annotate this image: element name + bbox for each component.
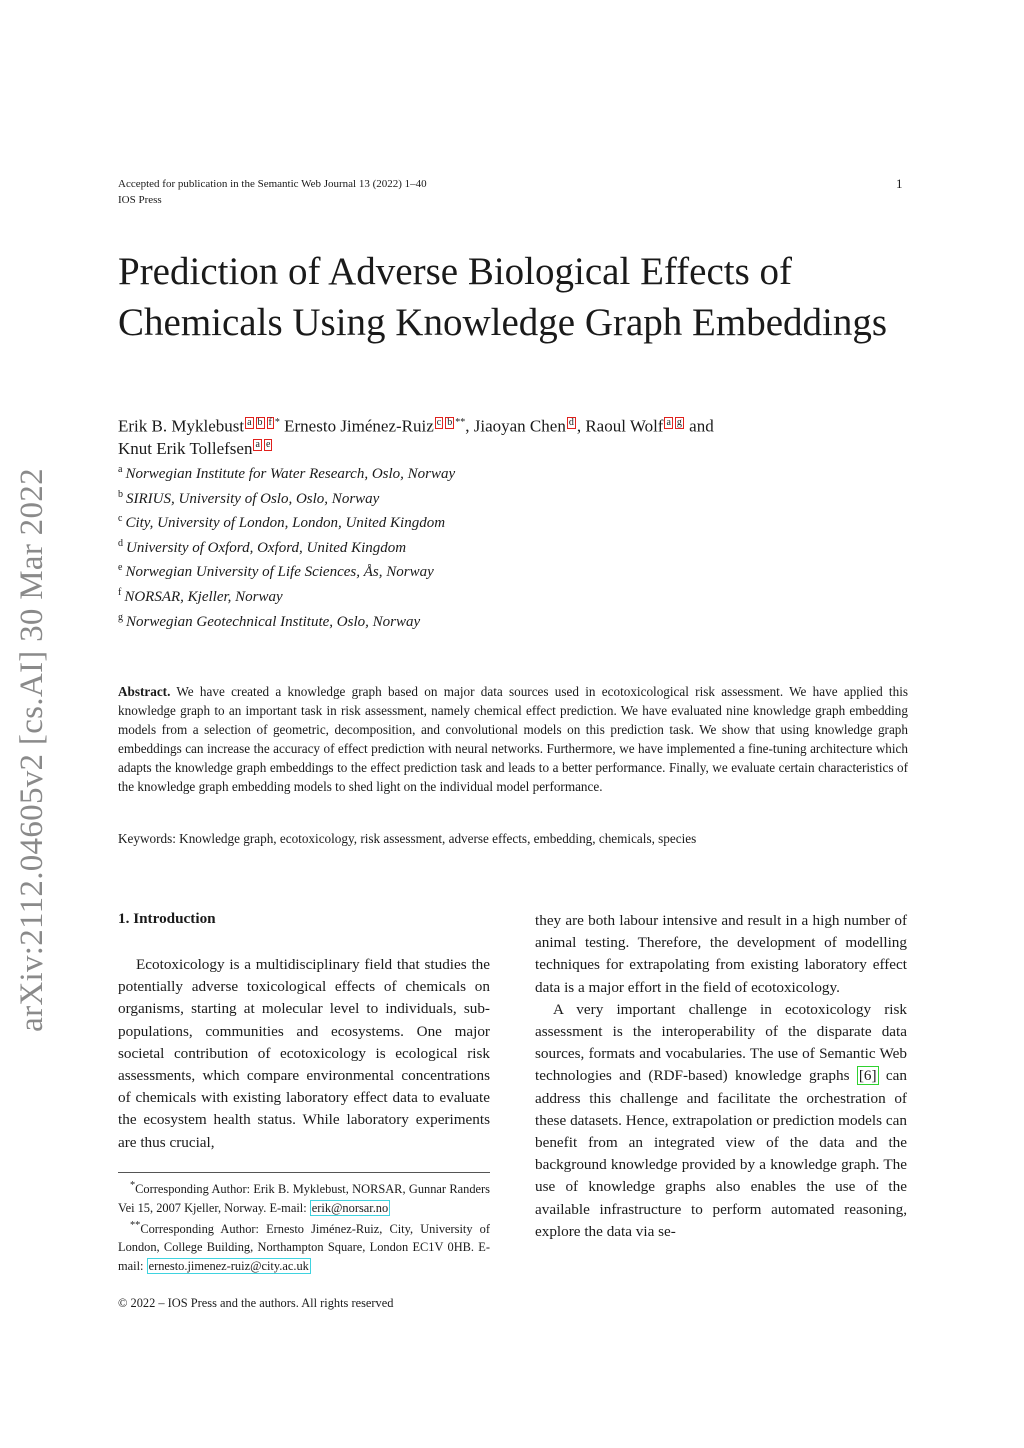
affiliation-link[interactable]: c [436,417,442,428]
footnote-rule [118,1172,490,1173]
affiliation-list [118,460,455,632]
affiliation-key: a [118,464,123,475]
affiliation-item [118,509,455,534]
column-left [118,954,490,1154]
abstract-label: Abstract. [118,684,171,699]
affiliation-link[interactable]: e [265,439,271,450]
para2-text-a: A very important challenge in ecotoxicology risk assessment is the interoperability of the disparate data sources, formats and vocabularies. The use of Semantic Web technologies and (RDF-based) knowledge graphs [535,1000,907,1085]
affiliation-key: c [118,513,123,525]
footnote-1 [118,1177,490,1217]
affiliation-item [118,558,455,583]
affiliation-text: NORSAR, Kjeller, Norway [124,588,283,605]
author-separator: , [576,416,586,436]
footnote-2-mark: ** [130,1219,141,1231]
author-separator: , [465,416,474,436]
author-name: Raoul Wolf [585,416,664,436]
author-name: Knut Erik Tollefsen [118,438,253,458]
running-header [118,176,427,208]
footnote-2 [118,1217,490,1275]
footnote-1-text: Corresponding Author: Erik B. Myklebust, NORSAR, Gunnar Randers Vei 15, 2007 Kjeller, Norway. E-mail: [118,1182,490,1215]
copyright: © 2022 – IOS Press and the authors. All rights reserved [118,1296,394,1310]
footnotes [118,1177,490,1275]
journal-line: Accepted for publication in the Semantic Web Journal 13 (2022) 1–40 [118,178,427,190]
affiliation-link[interactable]: a [666,417,671,428]
author-list [118,412,908,460]
affiliation-link[interactable]: b [257,417,263,428]
abstract-text: We have created a knowledge graph based on major data sources used in ecotoxicological risk assessment. We have applied this knowledge graph to an important task in risk assessment, namely chemical effect prediction. We have evaluated nine knowledge graph embedding models from a selection of geometric, decomposition, and convolutional models on this prediction task. We show that using knowledge graph embeddings can increase the accuracy of effect prediction with neural networks. Furthermore, we have implemented a fine-tuning architecture which adapts the knowledge graph embeddings to the effect prediction task and leads to a better performance. Finally, we evaluate certain characteristics of the knowledge graph embedding models to shed light on the individual model performance. [118,684,908,794]
affiliation-key: g [118,611,123,623]
email-link-myklebust[interactable]: erik@norsar.no [311,1200,389,1215]
affiliation-text: SIRIUS, University of Oslo, Oslo, Norway [126,490,380,507]
affiliation-key: b [118,488,123,500]
affiliation-text: City, University of London, London, United Kingdom [125,515,446,532]
page-number: 1 [896,176,903,191]
affiliation-item [118,460,455,485]
affiliation-key: f [118,586,122,598]
section-heading: 1. Introduction [118,910,216,927]
author-name: Erik B. Myklebust [118,416,245,436]
intro-paragraph-1-continued: they are both labour intensive and result in a high number of animal testing. Therefore, the development of modelling techniques for extrapolating from existing laboratory effect data is a major effort in the field of ecotoxicology. [535,912,907,996]
affiliation-text: Norwegian University of Life Sciences, Ås, Norway [125,564,434,581]
author-separator: and [684,416,714,436]
column-right [535,910,907,1243]
affiliation-link[interactable]: a [255,439,260,450]
para2-text-b: can address this challenge and facilitate the orchestration of these datasets. Hence, extrapolation or prediction models can benefit from an integrated view of the data and the background knowledge provided by a knowledge graph. The use of knowledge graphs also enables the use of the available infrastructure to perform automated reasoning, explore the data via se- [535,1067,908,1240]
affiliation-link[interactable]: b [447,417,453,428]
citation-link[interactable]: [6] [858,1067,877,1085]
affiliation-link[interactable]: a [247,417,252,428]
corresponding-mark: * [274,417,280,428]
footnote-1-mark: * [130,1180,136,1191]
affiliation-text: Norwegian Institute for Water Research, Oslo, Norway [125,466,456,482]
affiliation-item [118,583,455,608]
corresponding-mark: ** [455,417,466,428]
affiliation-key: d [118,537,123,549]
paper-title: Prediction of Adverse Biological Effects of Chemicals Using Knowledge Graph Embeddings [118,250,888,344]
affiliation-link[interactable]: f [268,417,272,428]
affiliation-text: University of Oxford, Oxford, United Kingdom [126,539,407,556]
affiliation-text: Norwegian Geotechnical Institute, Oslo, Norway [126,613,421,630]
arxiv-stamp: arXiv:2112.04605v2 [cs.AI] 30 Mar 2022 [14,468,50,1032]
affiliation-link[interactable]: g [676,417,682,428]
intro-paragraph-1: Ecotoxicology is a multidisciplinary field that studies the potentially adverse toxicological effects of chemicals on organisms, starting at molecular level to individuals, sub-populations, communities and ecosystems. One major societal contribution of ecotoxicology is ecological risk assessments, which compare environmental concentrations of chemicals with existing laboratory effect data to evaluate the ecosystem health status. While laboratory experiments are thus crucial, [118,956,490,1151]
affiliation-link[interactable]: d [568,417,574,428]
intro-paragraph-2 [535,999,907,1243]
author-name: Jiaoyan Chen [473,416,566,436]
publisher: IOS Press [118,194,162,206]
affiliation-item [118,608,455,633]
author-name: Ernesto Jiménez-Ruiz [284,416,434,436]
email-link-jimenez-ruiz[interactable]: ernesto.jimenez-ruiz@city.ac.uk [148,1258,309,1273]
abstract [118,682,908,796]
affiliation-item [118,485,455,510]
affiliation-key: e [118,562,123,574]
affiliation-item [118,534,455,559]
footnote-2-text: Corresponding Author: Ernesto Jiménez-Ruiz, City, University of London, College Building, Northampton Square, London EC1V 0HB. E-mail: [118,1222,490,1273]
keywords: Keywords: Knowledge graph, ecotoxicology, risk assessment, adverse effects, embedding, chemicals, species [118,831,697,846]
